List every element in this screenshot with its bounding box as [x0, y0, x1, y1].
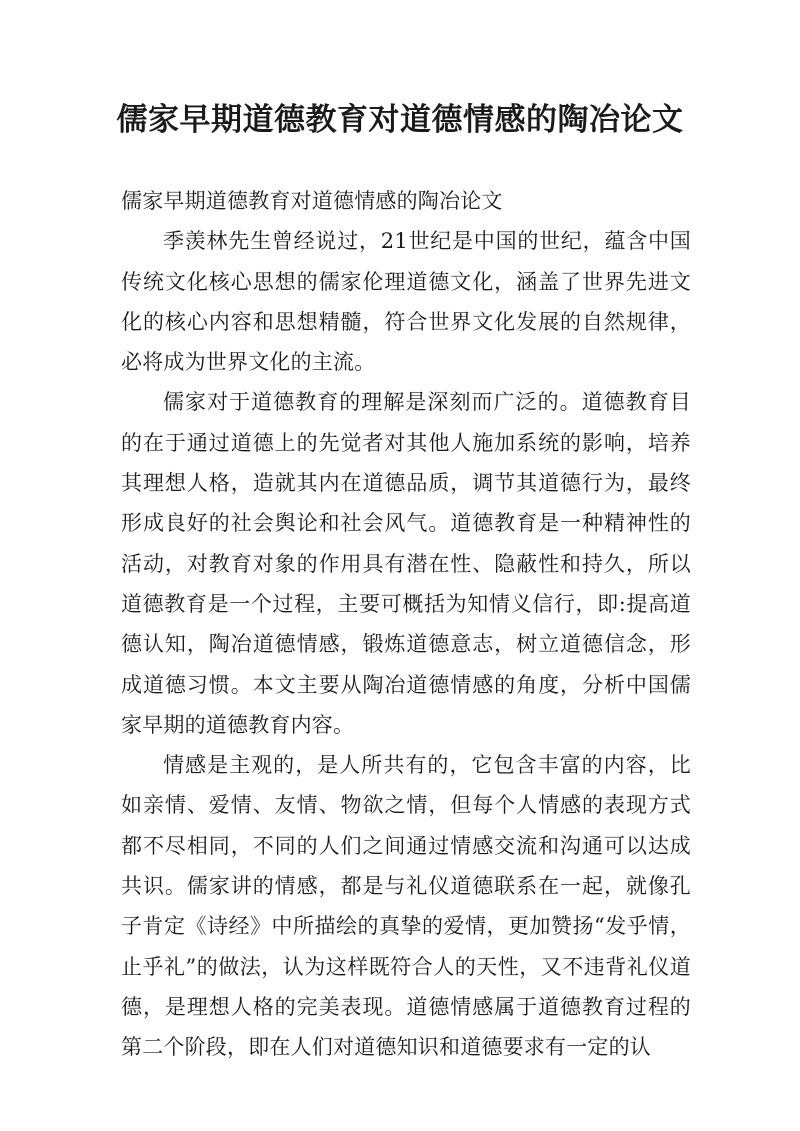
body-paragraph-3: 情感是主观的，是人所共有的，它包含丰富的内容，比如亲情、爱情、友情、物欲之情，但每个人情感的表现方式都不尽相同，不同的人们之间通过情感交流和沟通可以达成共识。儒家讲的情感，都是与礼仪道德联系在一起，就像孔子肯定《诗经》中所描绘的真挚的爱情，更加赞扬“发乎情，止乎礼”的做法，认为这样既符合人的天性，又不违背礼仪道德，是理想人格的完美表现。道德情感属于道德教育过程的第二个阶段，即在人们对道德知识和道德要求有一定的认 [121, 753, 691, 1060]
document-subtitle: 儒家早期道德教育对道德情感的陶冶论文 [121, 189, 503, 213]
body-paragraph-1: 季羡林先生曾经说过，21世纪是中国的世纪，蕴含中国传统文化核心思想的儒家伦理道德文化，涵盖了世界先进文化的核心内容和思想精髓，符合世界文化发展的自然规律，必将成为世界文化的主流。 [121, 229, 691, 375]
document-body [121, 181, 691, 1068]
document-title: 儒家早期道德教育对道德情感的陶冶论文 [116, 102, 684, 138]
body-paragraph-2: 儒家对于道德教育的理解是深刻而广泛的。道德教育目的在于通过道德上的先觉者对其他人施加系统的影响，培养其理想人格，造就其内在道德品质，调节其道德行为，最终形成良好的社会舆论和社会风气。道德教育是一种精神性的活动，对教育对象的作用具有潜在性、隐蔽性和持久，所以道德教育是一个过程，主要可概括为知情义信行，即:提高道德认知，陶冶道德情感，锻炼道德意志，树立道德信念，形成道德习惯。本文主要从陶冶道德情感的角度，分析中国儒家早期的道德教育内容。 [121, 390, 691, 737]
